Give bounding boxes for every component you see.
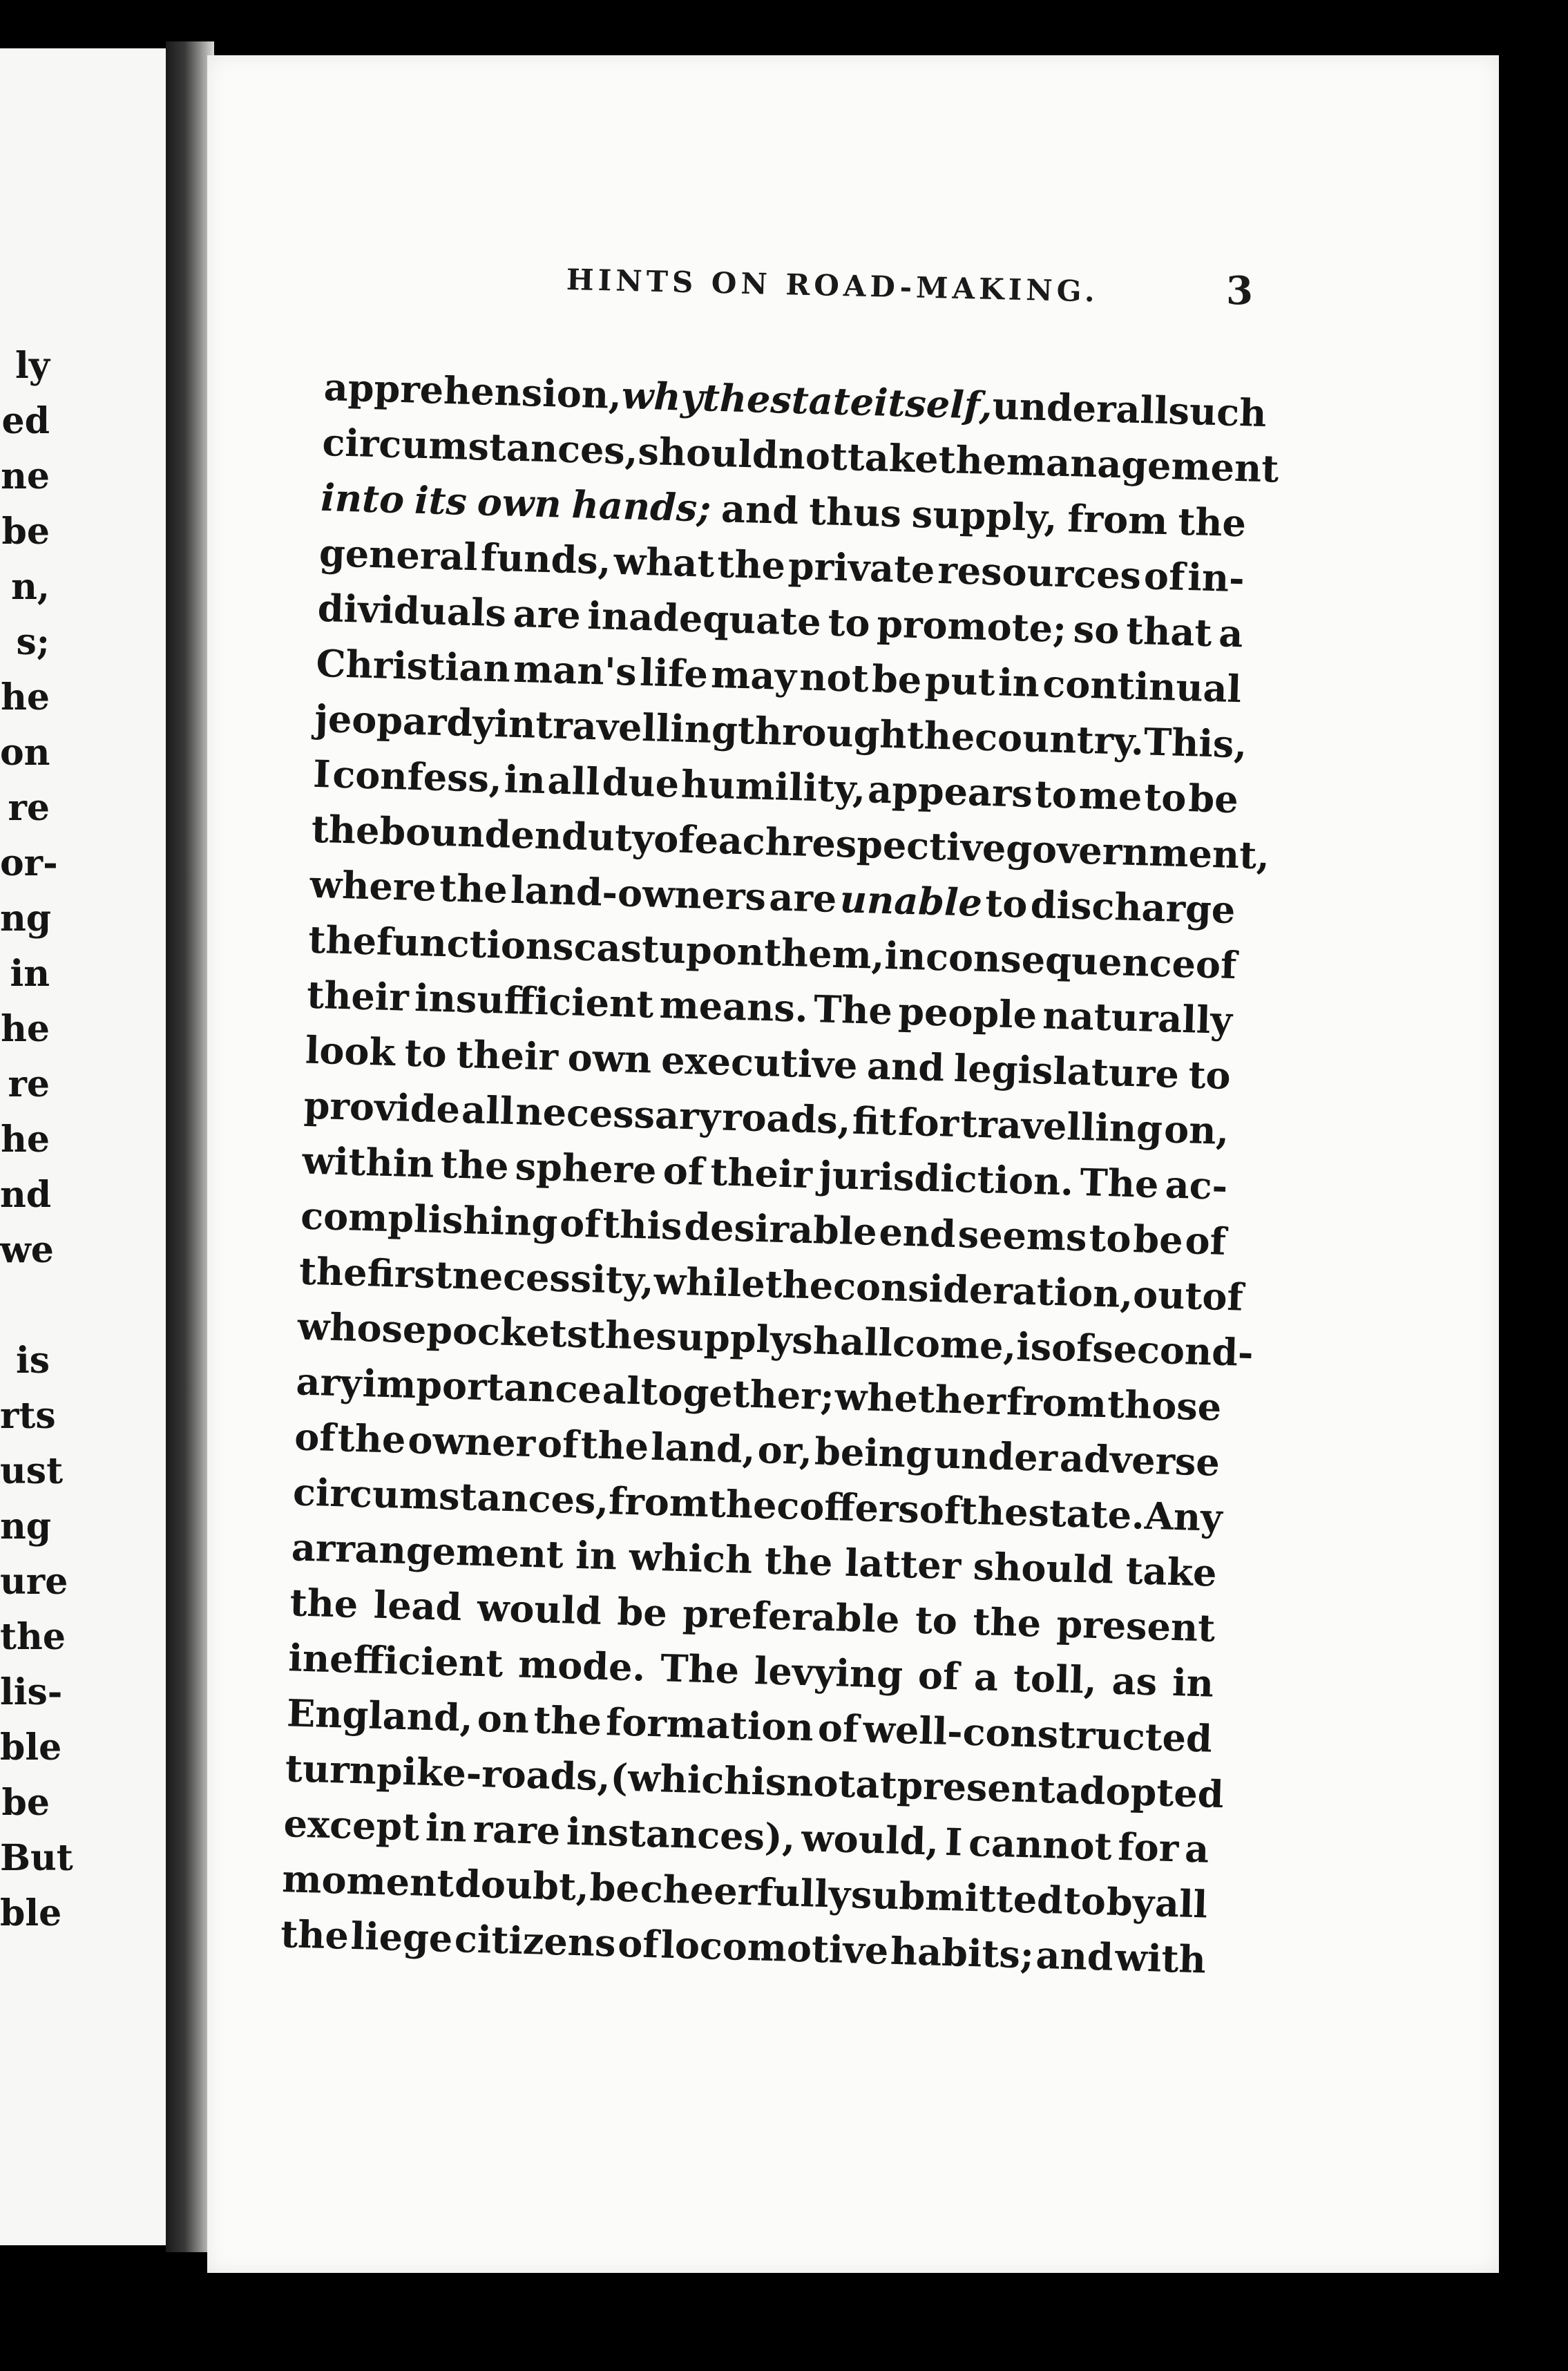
word: to [984,881,1029,926]
facing-page-fragment: But [0,1837,73,1879]
word: locomotive [660,1922,890,1973]
word: upon [658,926,765,975]
facing-page-fragment: re [8,1063,50,1105]
word: be [589,1865,640,1911]
word: altogether; [602,1367,835,1419]
word: in [997,660,1040,706]
word: respective [792,820,1007,870]
word: of [294,1414,336,1460]
word: land, [650,1424,756,1472]
word: The [660,1646,740,1693]
word: the [972,1599,1042,1646]
word: the [906,712,976,759]
word: desirable [683,1204,878,1254]
word: circumstances, [321,419,639,473]
word: Any [1144,1493,1223,1540]
word: of [817,1705,860,1751]
facing-page-fragment: ble [0,1726,62,1769]
facing-page-fragment [0,1278,50,1333]
word: habits; [890,1928,1035,1977]
word: adverse [1059,1436,1221,1485]
word: the [716,541,786,588]
word: while [653,1258,766,1306]
word: necessary [515,1089,721,1139]
word: under [933,1432,1058,1480]
word: which [628,1534,754,1582]
facing-page-fragment: ly [15,345,50,387]
word: citizens [454,1916,617,1965]
word: duty [561,813,655,861]
word: all [1154,1880,1208,1927]
facing-page-fragment: rts [0,1395,56,1437]
word: be [1187,776,1239,822]
word: moment [281,1856,455,1906]
word: from [608,1478,709,1526]
word: be [616,1589,668,1635]
word: at [854,1762,898,1807]
word: supply, [911,491,1058,540]
word: general [318,530,479,580]
word: all [546,758,601,804]
word: second- [1091,1326,1254,1375]
word: of [1051,1324,1093,1371]
facing-page-fragment: is [15,1340,50,1382]
word: instances), [566,1809,796,1860]
word: is [750,1759,787,1805]
italic-word: into [320,475,405,522]
word: toll, [1013,1655,1098,1702]
word: the [764,1538,834,1585]
word: travelling [959,1101,1163,1152]
word: discharge [1030,882,1236,933]
word: of [559,1201,602,1246]
word: sphere [515,1144,658,1192]
word: private [787,543,936,592]
word: of [537,1421,580,1467]
word: the [289,1580,359,1627]
facing-page-fragment: we [0,1229,54,1271]
word: first [366,1250,453,1297]
word: of [662,1148,705,1194]
word: from [1067,496,1169,544]
word: bounden [379,808,562,858]
word: for [1117,1824,1180,1871]
word: and [1035,1932,1114,1979]
word: the [764,1261,834,1308]
word: The [813,987,893,1034]
word: not [777,432,848,479]
italic-word: its [414,477,468,524]
word: are [768,875,838,921]
word: executive [660,1038,859,1087]
word: would [477,1585,602,1633]
word: of [617,1921,660,1967]
word: The [1079,1160,1160,1207]
italic-word: hands; [571,482,712,531]
word: take [847,435,939,482]
word: to [827,600,871,646]
word: come, [892,1320,1017,1369]
word: on, [1163,1107,1230,1153]
word: consideration, [832,1264,1134,1317]
word: would, [801,1816,940,1864]
word: whose [297,1304,428,1352]
word: under [991,383,1117,432]
word: legislature [953,1045,1180,1096]
word: land-owners [510,867,767,920]
word: the [439,865,508,912]
word: supply [655,1313,793,1362]
word: promote; [876,601,1067,651]
word: means. [658,982,809,1031]
word: is [1015,1324,1053,1369]
word: adopted [1055,1767,1225,1817]
facing-page-fragment: ne [1,455,50,497]
facing-page-fragment: be [1,511,50,553]
word: lead [372,1582,463,1630]
word: be [871,656,923,703]
word: fit [852,1098,897,1144]
facing-page-fragment: ng [0,1505,52,1548]
word: in [493,701,537,747]
word: own [566,1035,653,1082]
word: liege [350,1913,454,1961]
word: jeopardy [314,696,495,746]
word: Christian [315,640,511,691]
word: arrangement [291,1525,564,1577]
facing-page-fragment: ng [0,897,52,940]
word: them, [763,930,886,978]
body-text [280,359,1280,1988]
word: those [1107,1382,1223,1429]
word: confess, [332,752,503,801]
word: jurisdiction. [818,1152,1075,1204]
facing-page-fragment: ble [0,1892,62,1934]
word: thus [808,488,902,536]
word: cannot [968,1820,1113,1869]
word: to [1088,1215,1132,1261]
word: inefficient [287,1635,504,1686]
word: to [1187,1052,1232,1098]
word: functions [376,919,575,969]
word: with [1114,1934,1207,1982]
facing-page-fragment: s; [16,621,50,663]
word: in [883,933,927,979]
facing-page-fragment: be [1,1782,50,1824]
italic-word: the [702,375,772,422]
word: I [944,1819,964,1865]
facing-page-fragment: n, [11,566,50,608]
italic-word: own [477,479,562,526]
facing-page-fragment: he [1,676,50,718]
word: I [312,751,332,797]
word: as [1111,1658,1158,1704]
word: by [1105,1879,1155,1925]
word: present [896,1762,1056,1812]
word: due [601,759,680,806]
word: dividuals [317,585,507,636]
word: to [1034,771,1078,817]
facing-page-fragment: re [8,787,50,829]
word: the [959,1488,1029,1535]
word: that [1125,608,1213,656]
word: of [917,1653,960,1699]
word: well-constructed [862,1706,1213,1761]
word: ac- [1164,1162,1228,1208]
word: are [512,591,582,638]
word: to [1063,1878,1107,1924]
word: the [280,1912,350,1958]
word: the [708,1481,778,1527]
word: the [440,1142,510,1188]
facing-page-fragment: or- [0,842,58,884]
word: their [455,1031,559,1079]
word: on [477,1695,530,1742]
word: all [1115,387,1169,433]
word: complishing [300,1193,559,1245]
word: latter [844,1540,962,1588]
word: the [307,917,377,964]
word: coffers [776,1483,920,1532]
word: resources [937,547,1142,598]
word: not [785,1760,857,1807]
word: mode. [517,1641,647,1690]
word: this [602,1201,683,1248]
word: the [311,806,381,853]
word: government, [1005,826,1270,878]
word: so [1073,607,1120,653]
word: a [973,1655,1000,1699]
word: may [710,651,797,699]
word: being [814,1429,933,1477]
facing-page-left [0,48,166,2245]
facing-page-fragment: the [0,1616,66,1658]
word: the [298,1248,368,1295]
word: and [720,486,800,533]
word: present [1055,1601,1216,1650]
word: of [1184,1218,1227,1264]
facing-page-text-fragments [0,339,73,1941]
facing-page-fragment: nd [0,1174,52,1216]
word: be [1132,1217,1184,1263]
word: formation [605,1699,814,1750]
word: in- [1187,555,1245,601]
word: cast [573,924,660,971]
word: submitted [850,1872,1064,1923]
word: country. [974,714,1145,764]
word: the [937,437,1008,484]
word: take [1125,1548,1218,1595]
facing-page-fragment: in [10,953,50,995]
word: of [1201,1274,1244,1320]
word: from [1006,1379,1107,1427]
word: life [639,649,709,696]
word: should [973,1543,1114,1592]
word: of [918,1487,961,1533]
word: the [580,1422,650,1469]
word: in [575,1532,618,1579]
word: levying [754,1648,903,1697]
word: preferable [682,1591,901,1641]
facing-page-fragment: ure [0,1561,68,1603]
facing-page-fragment: ed [1,400,50,442]
word: in [1172,1660,1214,1706]
word: except [283,1801,421,1849]
word: apprehension, [323,364,622,418]
word: such [1167,388,1268,436]
word: cheerfully [640,1866,851,1917]
facing-page-fragment: he [1,1008,50,1050]
word: should [637,428,779,477]
word: in [425,1805,468,1851]
word: for [897,1099,959,1146]
italic-word: itself, [873,380,993,428]
word: of [1195,942,1238,988]
facing-page-fragment: he [1,1118,50,1161]
word: within [301,1138,435,1186]
word: each [694,817,793,865]
word: look [305,1027,396,1075]
word: the [1177,499,1247,546]
word: owner [407,1417,536,1466]
word: pockets [426,1307,589,1357]
word: me [1078,772,1143,819]
word: roads, [721,1094,852,1143]
word: to [403,1030,448,1076]
word: necessity, [451,1253,655,1303]
word: of [1143,553,1186,599]
word: not [799,654,870,701]
word: seems [957,1212,1088,1260]
word: inadequate [586,593,822,645]
word: end [878,1209,957,1256]
word: man's [513,646,638,694]
word: circumstances, [292,1469,610,1523]
word: appears [867,767,1033,816]
word: a [1184,1826,1210,1872]
word: provide [303,1083,461,1132]
italic-word: state [769,377,874,425]
word: in [503,756,546,803]
word: importance [361,1361,602,1412]
page-number: 3 [1226,268,1253,314]
word: of [653,816,696,862]
word: whether [834,1374,1006,1424]
word: the [336,1416,407,1462]
word: their [306,972,410,1020]
running-head: HINTS ON ROAD-MAKING. [566,263,1100,309]
word: funds, [480,535,612,583]
word: state. [1027,1490,1145,1538]
word: the [533,1697,602,1744]
word: turnpike-roads, [285,1746,611,1800]
italic-word: unable [839,877,983,925]
word: insufficient [414,975,655,1027]
word: put [924,658,996,705]
word: (which [609,1755,752,1804]
word: management [1006,439,1280,491]
facing-page-fragment: ust [0,1450,64,1492]
word: ary [295,1359,363,1406]
word: where [309,861,437,910]
facing-page-fragment: lis- [0,1671,63,1713]
word: naturally [1042,993,1233,1043]
word: a [1218,611,1244,656]
word: all [461,1087,515,1134]
word: what [613,538,716,586]
word: humility, [680,761,867,812]
word: the [587,1312,657,1358]
italic-word: why [621,373,703,420]
page-header [207,263,1499,345]
word: to [915,1597,958,1644]
word: England, [286,1691,474,1740]
word: to [1143,774,1187,821]
word: or, [756,1427,813,1474]
word: continual [1042,661,1242,712]
facing-page-fragment: on [0,732,50,774]
word: their [709,1150,813,1197]
word: and [866,1043,946,1090]
book-page [207,55,1499,2273]
word: people [897,989,1038,1038]
word: doubt, [454,1861,590,1910]
word: consequence [925,934,1196,987]
word: out [1132,1272,1203,1318]
word: This, [1143,719,1248,767]
word: travelling [535,702,738,752]
word: through [737,707,908,757]
word: shall [791,1317,894,1365]
word: rare [472,1806,562,1854]
